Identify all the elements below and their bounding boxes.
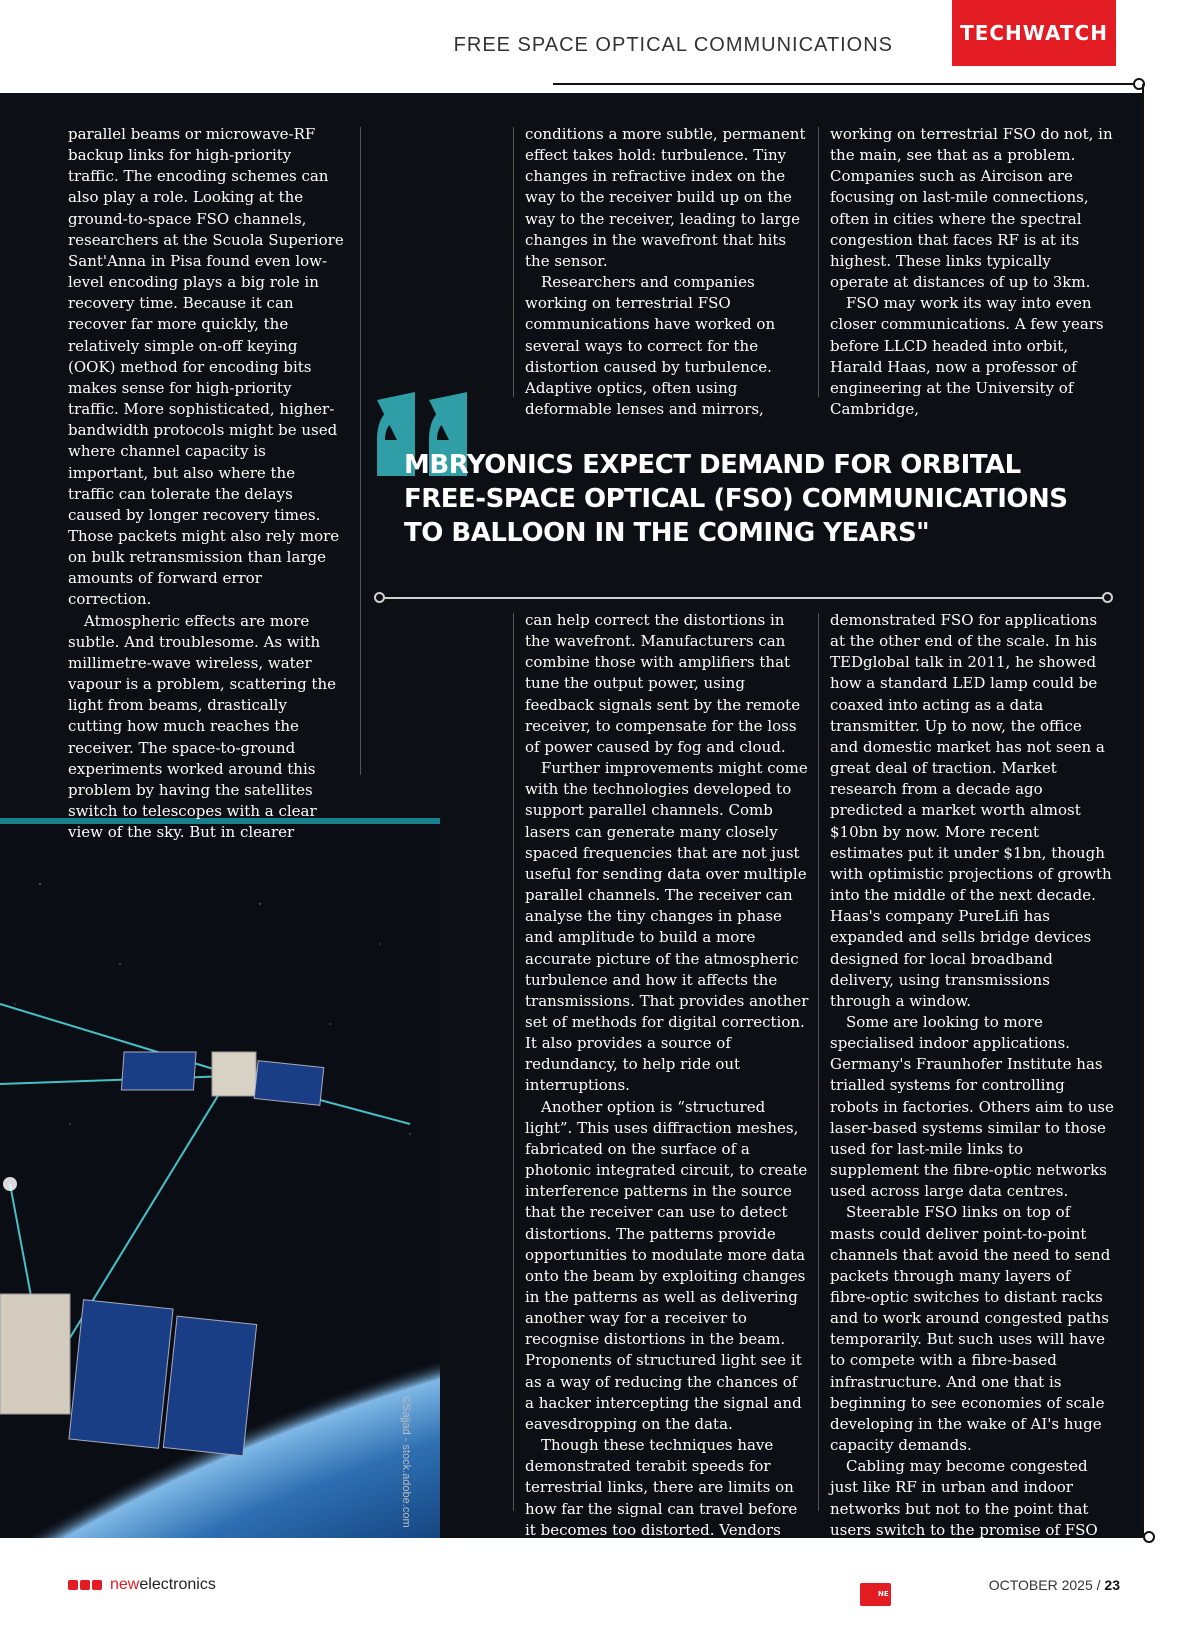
footer-brand (68, 1576, 216, 1594)
linkedin-icon[interactable] (80, 1580, 90, 1590)
quote-rule-dot-right (1102, 592, 1113, 603)
quote-rule-dot-left (374, 592, 385, 603)
paragraph: working on terrestrial FSO do not, in the main, see that as a problem. Companies such as Aircison are focusing on last-mile connections, often in cities where the spectral congestion that faces RF is at its highest. These links typically operate at distances of up to 3km. (830, 125, 1113, 292)
paragraph-text: Cabling may become congested just like RF in urban and indoor networks but not to the point that users switch to the promise of FSO and its sophisticated electronics if it remains significantly cheaper per bit. (830, 1457, 1107, 1603)
section-title: FREE SPACE OPTICAL COMMUNICATIONS (453, 34, 893, 56)
image-credit: ©Sajjad - stock.adobe.com (400, 1396, 412, 1528)
paragraph: Some are looking to more specialised indoor applications. Germany's Fraunhofer Institute has trialled systems for controlling robots in factories. Others aim to use laser-based systems similar to those used for last-mile links to supplement the fibre-optic networks used across large data centres. (830, 1012, 1114, 1201)
paragraph: Though these techniques have demonstrated terabit speeds for terrestrial links, there are limits on how far the signal can travel before it becomes too distorted. Vendors (525, 1436, 798, 1539)
column-3-top (830, 124, 1114, 420)
brand-logo (110, 1576, 216, 1594)
column-2-bottom (525, 610, 811, 1541)
column-divider (513, 613, 514, 1511)
page-number: 23 (1104, 1577, 1120, 1593)
right-frame-line (1142, 84, 1144, 1538)
column-divider (513, 127, 514, 397)
x-icon[interactable] (92, 1580, 102, 1590)
brand-suffix: electronics (139, 1576, 216, 1593)
column-1 (68, 124, 344, 843)
footer-folio (989, 1577, 1120, 1593)
pull-quote: MBRYONICS EXPECT DEMAND FOR ORBITAL FREE-SPACE OPTICAL (FSO) COMMUNICATIONS TO BALLOON IN THE COMING YEARS" (404, 450, 1068, 548)
top-frame-line (553, 83, 1135, 85)
column-divider (818, 127, 819, 397)
section-tag: TECHWATCH (952, 0, 1116, 66)
paragraph: can help correct the distortions in the wavefront. Manufacturers can combine those with amplifiers that tune the output power, using feedback signals sent by the remote receiver, to compensate for the loss of power caused by fog and cloud. (525, 611, 801, 756)
facebook-icon[interactable] (68, 1580, 78, 1590)
paragraph: parallel beams or microwave-RF backup links for high-priority traffic. The encoding schemes can also play a role. Looking at the ground-to-space FSO channels, researchers at the Scuola Superiore Sant'Anna in Pisa found even low-level encoding plays a big role in recovery time. Because it can recover far more quickly, the relatively simple on-off keying (OOK) method for encoding bits makes sense for high-priority traffic. More sophisticated, higher-bandwidth protocols might be used where channel capacity is important, but also where the traffic can tolerate the delays caused by longer recovery times. Those packets might also rely more on bulk retransmission than large amounts of forward error correction. (68, 125, 344, 609)
satellite-image (0, 824, 440, 1538)
column-3-bottom (830, 610, 1114, 1606)
column-divider (360, 127, 361, 775)
folio-separator: / (1096, 1577, 1101, 1593)
paragraph: demonstrated FSO for applications at the other end of the scale. In his TEDglobal talk in 2011, he showed how a standard LED lamp could be coaxed into acting as a data transmitter. Up to now, the office and domestic market has not seen a great deal of traction. Market research from a decade ago predicted a market worth almost $10bn by now. More recent estimates put it under $1bn, though with optimistic projections of growth into the middle of the next decade. Haas's company PureLifi has expanded and sells bridge devices designed for local broadband delivery, using transmissions through a window. (830, 611, 1112, 1010)
quote-rule (381, 597, 1111, 599)
paragraph: Another option is “structured light”. This uses diffraction meshes, fabricated on the surface of a photonic integrated circuit, to create interference patterns in the source that the receiver can use to detect distortions. The patterns provide opportunities to modulate more data onto the beam by exploiting changes in the patterns as well as delivering another way for a receiver to recognise distortions in the beam. Proponents of structured light see it as a way of reducing the chances of a hacker intercepting the signal and eavesdropping on the data. (525, 1097, 808, 1433)
issue-date: OCTOBER 2025 (988, 1577, 1093, 1593)
paragraph: Further improvements might come with the technologies developed to support parallel channels. Comb lasers can generate many closely spaced frequencies that are not just useful for sending data over multiple parallel channels. The receiver can analyse the tiny changes in phase and amplitude to build a more accurate picture of the atmospheric turbulence and how it affects the transmissions. That provides another set of methods for digital correction. It also provides a source of redundancy, to help ride out interruptions. (525, 759, 809, 1095)
paragraph: Atmospheric effects are more subtle. And troublesome. As with millimetre-wave wireless, water vapour is a problem, scattering the light from beams, drastically cutting how much reaches the receiver. The space-to-ground experiments worked around this problem by having the satellites switch to telescopes with a clear view of the sky. But in clearer (68, 611, 337, 842)
paragraph: conditions a more subtle, permanent effect takes hold: turbulence. Tiny changes in refractive index on the way to the receiver build up on the way to the receiver, leading to large changes in the wavefront that hits the sensor. (525, 125, 806, 270)
column-2-top (525, 124, 811, 420)
brand-prefix: new (110, 1576, 140, 1593)
end-badge-icon: NE (860, 1583, 891, 1606)
frame-dot-bottom (1143, 1531, 1155, 1543)
paragraph: Researchers and companies working on terrestrial FSO communications have worked on several ways to correct for the distortion caused by turbulence. Adaptive optics, often using deformable lenses and mirrors, (525, 273, 776, 419)
paragraph: Steerable FSO links on top of masts could deliver point-to-point channels that avoid the need to send packets through many layers of fibre-optic switches to distant racks and to work around congested paths temporarily. But such uses will have to compete with a fibre-based infrastructure. And one that is beginning to see economies of scale developing in the wake of AI's huge capacity demands. (830, 1203, 1111, 1455)
paragraph: FSO may work its way into even closer communications. A few years before LLCD headed into orbit, Harald Haas, now a professor of engineering at the University of Cambridge, (830, 294, 1104, 419)
column-divider (818, 613, 819, 1511)
